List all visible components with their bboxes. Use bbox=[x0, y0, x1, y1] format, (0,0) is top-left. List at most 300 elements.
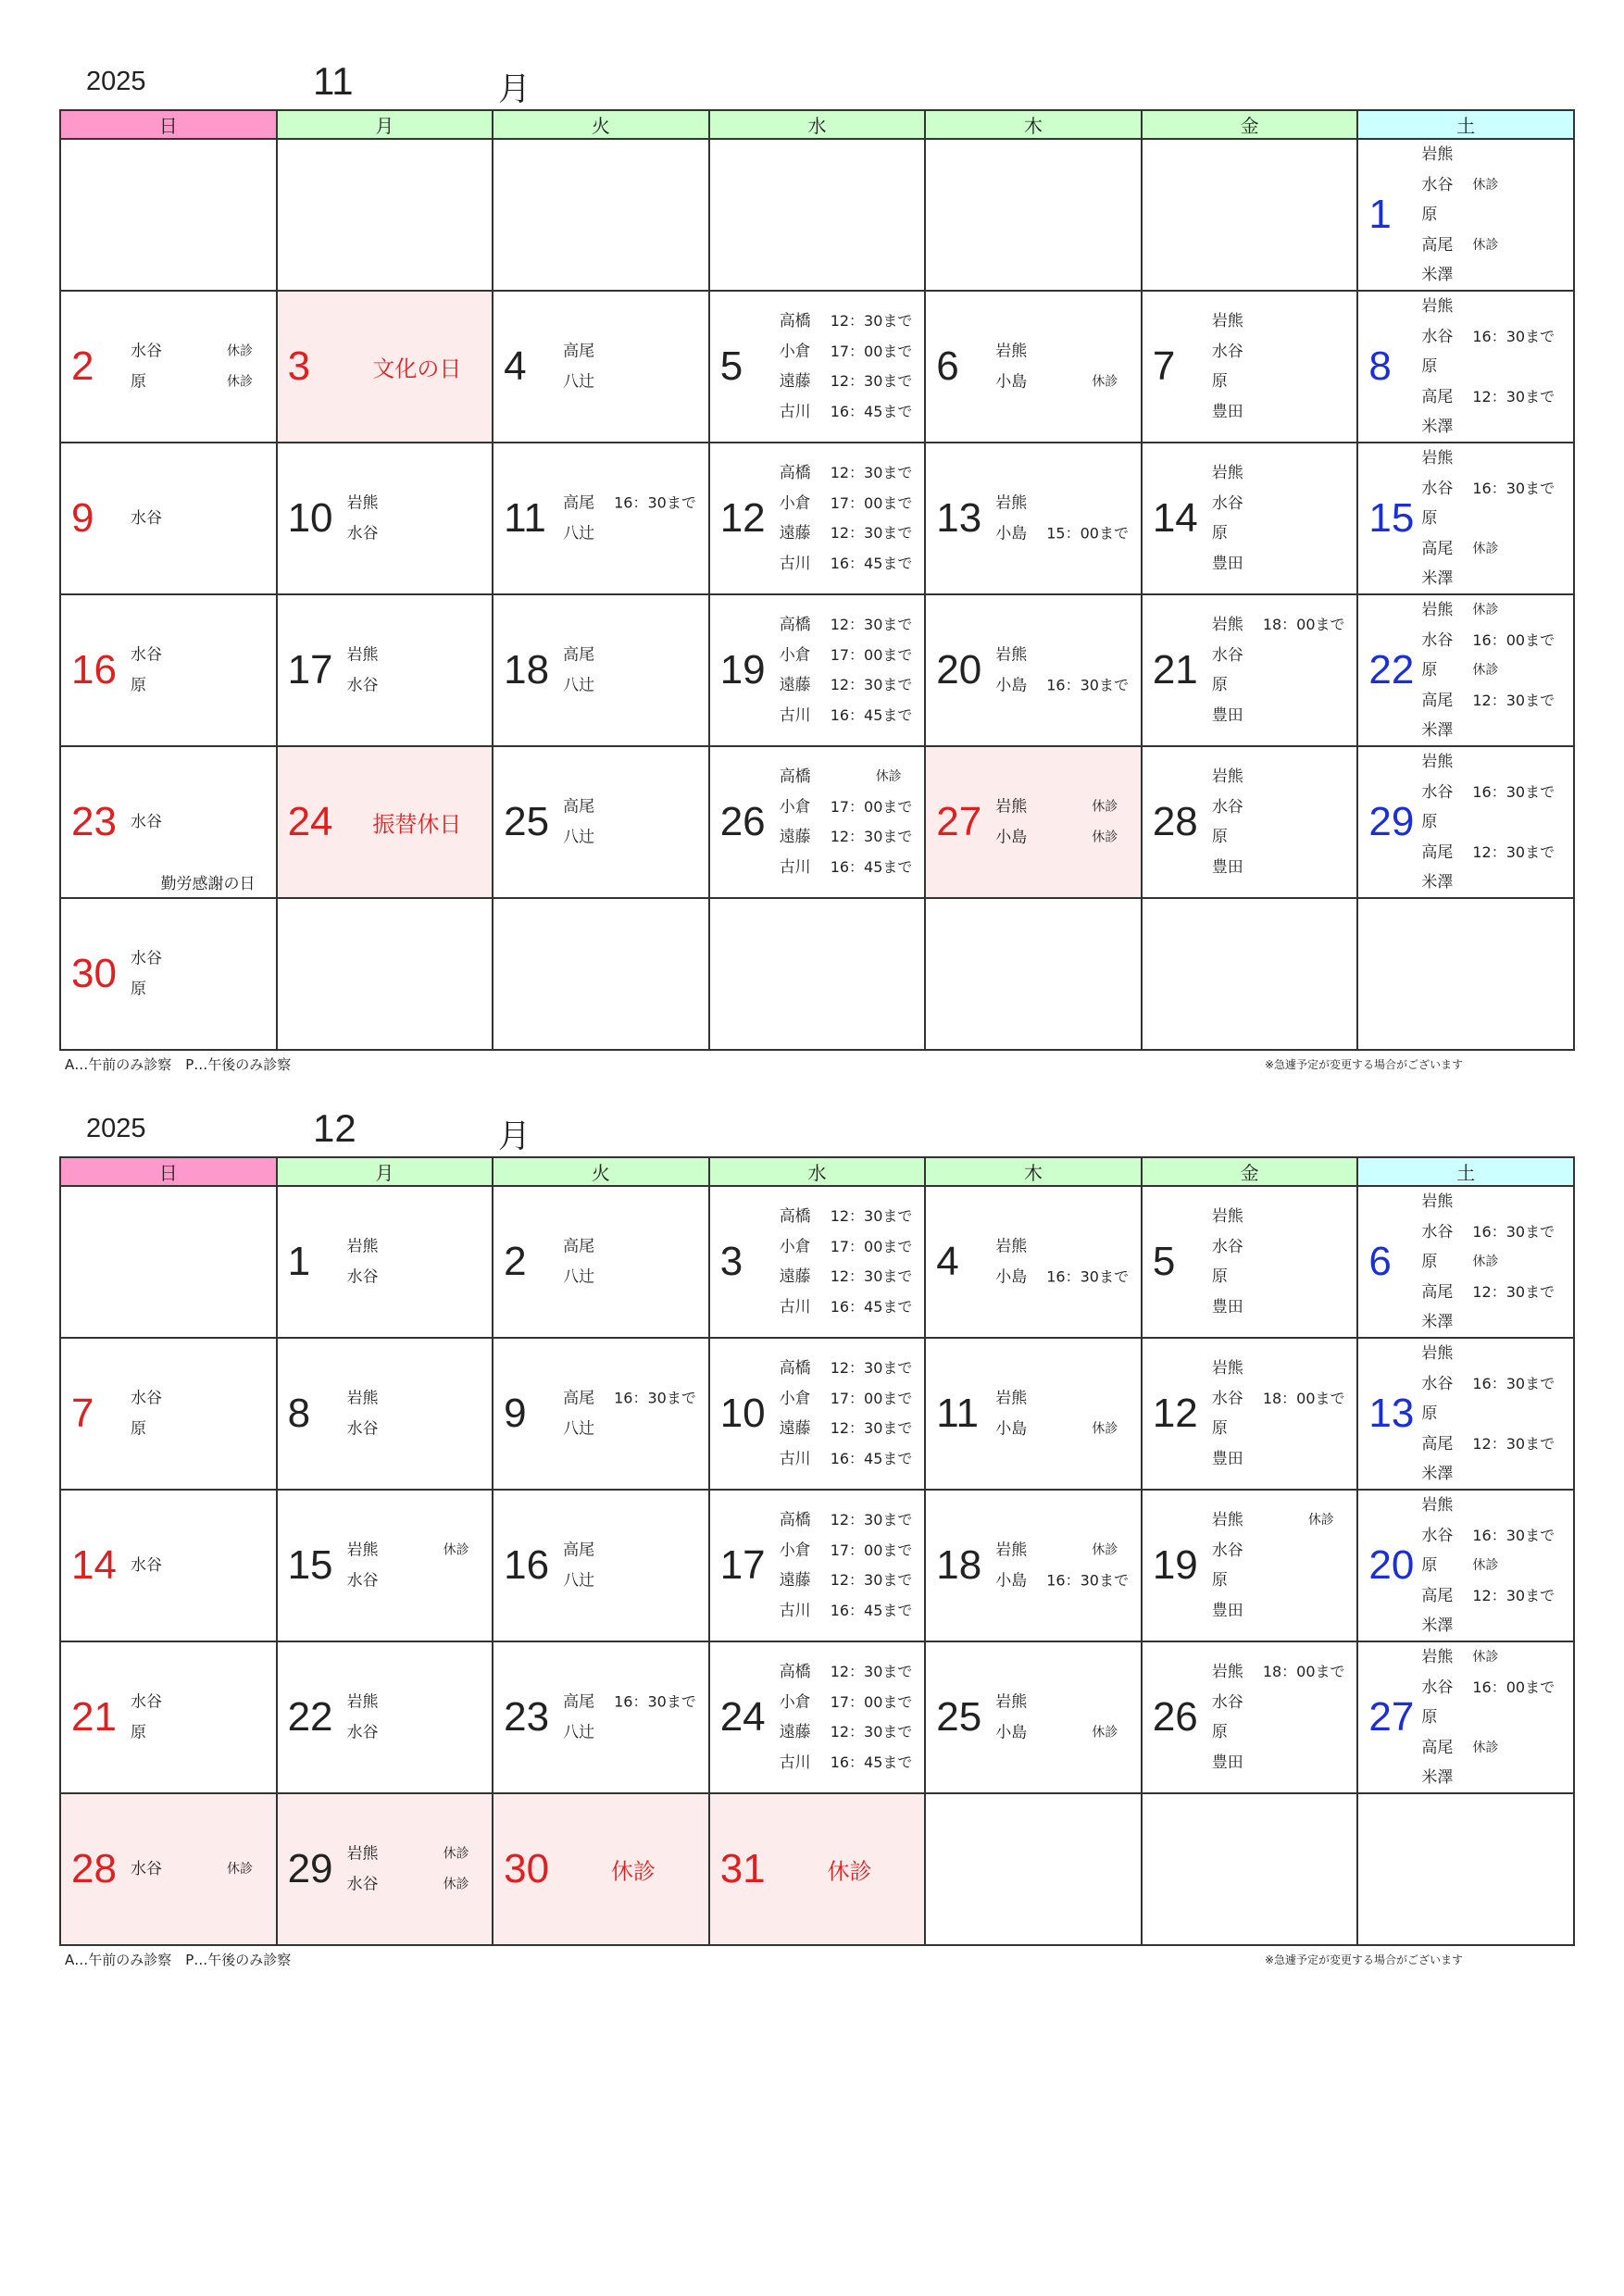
doctor-row bbox=[1212, 1596, 1351, 1627]
doctor-note: 17：00まで bbox=[830, 493, 913, 512]
doctor-list bbox=[131, 641, 269, 701]
doctor-name: 米澤 bbox=[1421, 568, 1454, 588]
doctor-row bbox=[131, 641, 269, 671]
weekday-tue: 火 bbox=[493, 1157, 709, 1186]
doctor-note: 16：30まで bbox=[614, 1692, 696, 1711]
day-number: 23 bbox=[504, 1694, 550, 1740]
doctor-name: 水谷 bbox=[1421, 479, 1454, 498]
month-header bbox=[59, 1106, 1575, 1156]
doctor-name: 岩熊 bbox=[995, 645, 1028, 665]
day-cell bbox=[493, 443, 709, 594]
empty-cell bbox=[709, 139, 926, 291]
doctor-list bbox=[1421, 443, 1560, 594]
doctor-row bbox=[780, 1748, 918, 1778]
weekday-sat: 土 bbox=[1357, 1157, 1574, 1186]
doctor-name: 岩熊 bbox=[346, 1541, 379, 1560]
doctor-row bbox=[780, 1384, 918, 1415]
doctor-name: 岩熊 bbox=[1211, 1207, 1243, 1226]
doctor-name: 遠藤 bbox=[779, 1571, 811, 1590]
doctor-row bbox=[1421, 1247, 1560, 1278]
holiday-label: 休診 bbox=[827, 1858, 872, 1885]
doctor-name: 原 bbox=[1421, 1252, 1438, 1271]
day-cell bbox=[1142, 291, 1358, 443]
doctor-row bbox=[1212, 641, 1351, 671]
day-cell bbox=[1142, 1186, 1358, 1338]
doctor-name: 高橋 bbox=[779, 767, 811, 786]
doctor-row bbox=[1421, 625, 1560, 655]
doctor-row bbox=[1421, 1399, 1560, 1429]
doctor-row bbox=[1212, 1232, 1351, 1263]
day-cell bbox=[60, 746, 277, 898]
day-number: 14 bbox=[71, 1542, 117, 1588]
doctor-note: 12：30まで bbox=[830, 1663, 913, 1680]
doctor-note: 12：30まで bbox=[1472, 387, 1555, 406]
doctor-list bbox=[995, 1384, 1134, 1444]
doctor-note: 16：30まで bbox=[1472, 479, 1555, 497]
day-cell bbox=[277, 1186, 493, 1338]
doctor-name: 遠藤 bbox=[779, 828, 811, 846]
doctor-name: 水谷 bbox=[1421, 175, 1454, 194]
doctor-name: 豊田 bbox=[1211, 1449, 1243, 1468]
doctor-row bbox=[347, 1384, 486, 1415]
doctor-name: 八辻 bbox=[563, 1419, 595, 1438]
day-number: 7 bbox=[71, 1391, 94, 1436]
doctor-row bbox=[780, 670, 918, 701]
doctor-row bbox=[995, 1717, 1134, 1748]
doctor-row bbox=[780, 1202, 918, 1232]
doctor-name: 小島 bbox=[995, 372, 1028, 391]
doctor-note: 休診 bbox=[875, 769, 902, 784]
day-number: 28 bbox=[1152, 799, 1198, 844]
doctor-note: 休診 bbox=[443, 1846, 469, 1862]
doctor-name: 岩熊 bbox=[1211, 464, 1243, 482]
day-number: 9 bbox=[504, 1391, 527, 1436]
doctor-name: 水谷 bbox=[1421, 1526, 1454, 1545]
calendar-month bbox=[59, 1106, 1575, 1972]
doctor-row bbox=[995, 489, 1134, 519]
week-row bbox=[60, 594, 1574, 746]
doctor-name: 八辻 bbox=[563, 676, 595, 694]
doctor-note: 16：30まで bbox=[1472, 1222, 1555, 1241]
week-row bbox=[60, 139, 1574, 291]
doctor-note: 休診 bbox=[1472, 1254, 1499, 1269]
doctor-row bbox=[1212, 1354, 1351, 1384]
week-row bbox=[60, 1186, 1574, 1338]
doctor-name: 水谷 bbox=[346, 1875, 379, 1893]
doctor-name: 原 bbox=[1421, 205, 1438, 224]
doctor-row bbox=[131, 1717, 269, 1748]
day-cell bbox=[1357, 1186, 1574, 1338]
holiday-label: 文化の日 bbox=[372, 356, 462, 382]
day-number: 17 bbox=[719, 1542, 766, 1588]
day-cell bbox=[60, 291, 277, 443]
doctor-name: 岩熊 bbox=[1421, 1192, 1454, 1211]
doctor-list bbox=[347, 1536, 486, 1596]
doctor-name: 米澤 bbox=[1421, 1616, 1454, 1635]
day-number: 24 bbox=[719, 1694, 766, 1740]
doctor-name: 岩熊 bbox=[995, 493, 1028, 513]
day-cell bbox=[709, 1186, 926, 1338]
day-cell bbox=[277, 1490, 493, 1641]
doctor-row bbox=[780, 1657, 918, 1688]
doctor-list bbox=[347, 489, 486, 549]
doctor-name: 高尾 bbox=[563, 342, 595, 361]
day-cell bbox=[493, 746, 709, 898]
doctor-name: 水谷 bbox=[1421, 782, 1454, 802]
doctor-name: 米澤 bbox=[1421, 1767, 1454, 1787]
doctor-note: 16：45まで bbox=[830, 1297, 913, 1316]
doctor-note: 16：00まで bbox=[1472, 1678, 1555, 1696]
day-cell bbox=[60, 443, 277, 594]
day-cell bbox=[709, 746, 926, 898]
doctor-row bbox=[1421, 169, 1560, 200]
day-number: 12 bbox=[1152, 1391, 1198, 1436]
day-number: 22 bbox=[1368, 647, 1415, 693]
doctor-name: 水谷 bbox=[346, 1571, 379, 1590]
day-number: 25 bbox=[504, 799, 550, 844]
doctor-row bbox=[563, 489, 702, 519]
doctor-name: 小島 bbox=[995, 1723, 1028, 1741]
doctor-row bbox=[1212, 1566, 1351, 1596]
doctor-list bbox=[1421, 595, 1560, 746]
doctor-row bbox=[995, 822, 1134, 853]
doctor-row bbox=[1421, 200, 1560, 231]
day-cell bbox=[60, 1641, 277, 1793]
week-row bbox=[60, 898, 1574, 1050]
doctor-row bbox=[563, 1688, 702, 1718]
doctor-name: 小倉 bbox=[779, 493, 811, 513]
doctor-note: 休診 bbox=[227, 343, 253, 359]
day-number: 14 bbox=[1152, 495, 1198, 541]
day-cell bbox=[493, 1186, 709, 1338]
doctor-name: 水谷 bbox=[1211, 493, 1243, 513]
day-cell bbox=[60, 1793, 277, 1945]
doctor-name: 原 bbox=[1211, 524, 1228, 543]
day-cell bbox=[925, 1186, 1142, 1338]
doctor-row bbox=[1421, 867, 1560, 898]
day-cell bbox=[1142, 746, 1358, 898]
day-number: 27 bbox=[936, 799, 982, 844]
day-number: 16 bbox=[504, 1542, 550, 1588]
doctor-row bbox=[1421, 230, 1560, 260]
doctor-name: 原 bbox=[131, 676, 146, 694]
doctor-name: 豊田 bbox=[1211, 857, 1243, 877]
doctor-note: 16：30まで bbox=[1472, 1526, 1555, 1544]
doctor-row bbox=[780, 458, 918, 489]
doctor-row bbox=[563, 1566, 702, 1596]
day-number: 19 bbox=[1152, 1542, 1198, 1588]
doctor-row bbox=[1212, 701, 1351, 731]
doctor-name: 八辻 bbox=[563, 1723, 595, 1741]
day-number: 13 bbox=[936, 495, 982, 541]
doctor-row bbox=[131, 807, 269, 838]
doctor-name: 小倉 bbox=[779, 1541, 811, 1560]
doctor-list bbox=[131, 504, 269, 534]
doctor-row bbox=[563, 1232, 702, 1263]
doctor-name: 水谷 bbox=[131, 812, 162, 831]
day-number: 5 bbox=[719, 343, 743, 389]
day-cell bbox=[925, 1641, 1142, 1793]
doctor-row bbox=[1421, 533, 1560, 564]
weekday-wed: 水 bbox=[709, 1157, 926, 1186]
doctor-row bbox=[347, 670, 486, 701]
day-cell bbox=[709, 291, 926, 443]
day-number: 16 bbox=[71, 647, 117, 693]
doctor-row bbox=[131, 974, 269, 1004]
doctor-note: 休診 bbox=[1472, 177, 1499, 193]
doctor-note: 16：30まで bbox=[1472, 1374, 1555, 1392]
day-cell bbox=[1357, 139, 1574, 291]
doctor-row bbox=[780, 489, 918, 519]
doctor-name: 岩熊 bbox=[1211, 1663, 1243, 1681]
doctor-name: 水谷 bbox=[131, 949, 162, 968]
day-cell bbox=[493, 1490, 709, 1641]
doctor-name: 水谷 bbox=[346, 676, 379, 694]
doctor-row bbox=[780, 518, 918, 549]
day-cell bbox=[277, 746, 493, 898]
doctor-note: 16：45まで bbox=[830, 1449, 913, 1467]
doctor-name: 水谷 bbox=[1211, 1237, 1243, 1256]
doctor-list bbox=[131, 1551, 269, 1581]
doctor-name: 八辻 bbox=[563, 1571, 595, 1590]
doctor-row bbox=[780, 1444, 918, 1475]
day-cell bbox=[1142, 594, 1358, 746]
doctor-row bbox=[1421, 1277, 1560, 1307]
doctor-name: 小島 bbox=[995, 676, 1028, 694]
doctor-name: 岩熊 bbox=[1421, 296, 1454, 316]
doctor-name: 水谷 bbox=[131, 1859, 162, 1878]
empty-cell bbox=[1142, 1793, 1358, 1945]
day-cell bbox=[925, 1338, 1142, 1490]
day-cell bbox=[925, 291, 1142, 443]
doctor-note: 12：30まで bbox=[830, 616, 913, 633]
doctor-row bbox=[1421, 504, 1560, 534]
doctor-row bbox=[1421, 564, 1560, 594]
doctor-list bbox=[563, 1688, 702, 1748]
doctor-name: 岩熊 bbox=[995, 1237, 1028, 1256]
doctor-list bbox=[1212, 1354, 1351, 1474]
doctor-row bbox=[131, 944, 269, 975]
doctor-name: 原 bbox=[1421, 508, 1438, 528]
doctor-note: 17：00まで bbox=[830, 342, 913, 360]
doctor-name: 遠藤 bbox=[779, 372, 811, 391]
doctor-row bbox=[1212, 1202, 1351, 1232]
doctor-row bbox=[995, 367, 1134, 397]
doctor-name: 原 bbox=[1211, 1571, 1228, 1590]
doctor-row bbox=[1421, 777, 1560, 807]
day-number: 21 bbox=[71, 1694, 117, 1740]
doctor-name: 高橋 bbox=[779, 1207, 811, 1226]
doctor-name: 古川 bbox=[779, 1601, 811, 1620]
doctor-row bbox=[1212, 1414, 1351, 1444]
doctor-note: 17：00まで bbox=[830, 1541, 913, 1559]
footer bbox=[59, 1946, 1575, 1972]
doctor-row bbox=[1212, 549, 1351, 580]
doctor-note: 12：30まで bbox=[830, 312, 913, 330]
day-number: 18 bbox=[936, 1542, 982, 1588]
day-cell bbox=[709, 443, 926, 594]
doctor-name: 原 bbox=[1421, 1707, 1438, 1727]
doctor-row bbox=[995, 337, 1134, 368]
doctor-name: 小倉 bbox=[779, 645, 811, 665]
doctor-row bbox=[780, 306, 918, 337]
doctor-name: 小倉 bbox=[779, 1389, 811, 1408]
doctor-note: 18：00まで bbox=[1262, 1389, 1345, 1407]
doctor-name: 水谷 bbox=[1211, 797, 1243, 817]
doctor-name: 高尾 bbox=[1421, 1586, 1454, 1605]
doctor-row bbox=[1421, 1672, 1560, 1703]
day-number: 11 bbox=[936, 1391, 979, 1436]
doctor-row bbox=[780, 822, 918, 853]
empty-cell bbox=[1142, 898, 1358, 1050]
doctor-name: 水谷 bbox=[346, 1419, 379, 1438]
doctor-list bbox=[780, 762, 918, 882]
doctor-name: 高尾 bbox=[1421, 387, 1454, 406]
day-number: 30 bbox=[71, 951, 117, 996]
doctor-note: 休診 bbox=[1092, 374, 1118, 389]
doctor-row bbox=[780, 1354, 918, 1384]
doctor-row bbox=[1421, 1732, 1560, 1763]
month-number: 12 bbox=[313, 1106, 356, 1150]
doctor-name: 岩熊 bbox=[346, 1844, 379, 1864]
doctor-row bbox=[780, 853, 918, 883]
doctor-name: 小倉 bbox=[779, 342, 811, 361]
doctor-list bbox=[563, 1536, 702, 1596]
doctor-row bbox=[1421, 412, 1560, 443]
doctor-note: 休診 bbox=[227, 374, 253, 389]
doctor-row bbox=[780, 1536, 918, 1566]
doctor-name: 水谷 bbox=[131, 1555, 162, 1575]
doctor-name: 古川 bbox=[779, 402, 811, 421]
day-number: 26 bbox=[719, 799, 766, 844]
doctor-row bbox=[347, 1536, 486, 1566]
doctor-name: 高橋 bbox=[779, 1663, 811, 1681]
doctor-name: 岩熊 bbox=[995, 1541, 1028, 1560]
doctor-name: 高橋 bbox=[779, 1511, 811, 1529]
doctor-row bbox=[1212, 670, 1351, 701]
day-cell bbox=[709, 1490, 926, 1641]
doctor-name: 原 bbox=[131, 1723, 146, 1741]
doctor-list bbox=[1421, 1339, 1560, 1490]
doctor-name: 高尾 bbox=[1421, 235, 1454, 255]
doctor-name: 米澤 bbox=[1421, 1464, 1454, 1483]
doctor-row bbox=[1421, 1703, 1560, 1733]
doctor-row bbox=[1421, 1520, 1560, 1551]
doctor-name: 高尾 bbox=[563, 645, 595, 665]
day-cell bbox=[60, 1490, 277, 1641]
doctor-name: 岩熊 bbox=[1421, 1343, 1454, 1363]
doctor-list bbox=[780, 610, 918, 730]
doctor-name: 豊田 bbox=[1211, 402, 1243, 421]
calendar-month bbox=[59, 59, 1575, 1077]
day-cell bbox=[493, 1641, 709, 1793]
doctor-note: 休診 bbox=[1472, 541, 1499, 556]
doctor-row bbox=[1421, 443, 1560, 474]
doctor-row bbox=[347, 1566, 486, 1596]
doctor-row bbox=[131, 670, 269, 701]
doctor-list bbox=[995, 1232, 1134, 1292]
weekday-fri: 金 bbox=[1142, 1157, 1358, 1186]
doctor-note: 17：00まで bbox=[830, 1692, 913, 1711]
doctor-note: 休診 bbox=[1092, 799, 1118, 815]
doctor-row bbox=[563, 1262, 702, 1292]
doctor-note: 12：30まで bbox=[1472, 1282, 1555, 1301]
doctor-row bbox=[131, 1688, 269, 1718]
doctor-note: 休診 bbox=[1472, 1740, 1499, 1755]
doctor-name: 原 bbox=[1421, 660, 1438, 680]
doctor-name: 小倉 bbox=[779, 797, 811, 817]
doctor-name: 八辻 bbox=[563, 1267, 595, 1286]
doctor-row bbox=[347, 1840, 486, 1870]
doctor-name: 米澤 bbox=[1421, 265, 1454, 284]
doctor-list bbox=[1212, 1657, 1351, 1778]
doctor-list bbox=[131, 944, 269, 1004]
day-cell bbox=[1142, 1490, 1358, 1641]
doctor-row bbox=[563, 367, 702, 397]
doctor-name: 原 bbox=[1211, 1723, 1228, 1741]
week-row bbox=[60, 1490, 1574, 1641]
doctor-list bbox=[563, 792, 702, 853]
day-cell bbox=[1142, 1338, 1358, 1490]
doctor-name: 岩熊 bbox=[1211, 767, 1243, 786]
weekday-thu: 木 bbox=[925, 110, 1142, 139]
doctor-name: 原 bbox=[1421, 1555, 1438, 1575]
doctor-list bbox=[995, 337, 1134, 397]
calendar-grid bbox=[59, 1156, 1575, 1946]
doctor-list bbox=[1421, 1491, 1560, 1641]
empty-cell bbox=[277, 898, 493, 1050]
day-cell bbox=[60, 594, 277, 746]
doctor-name: 水谷 bbox=[1211, 1389, 1243, 1408]
doctor-name: 原 bbox=[131, 372, 146, 391]
doctor-note: 12：30まで bbox=[830, 1267, 913, 1285]
empty-cell bbox=[1142, 139, 1358, 291]
day-number: 17 bbox=[287, 647, 333, 693]
doctor-row bbox=[780, 367, 918, 397]
doctor-row bbox=[1212, 306, 1351, 337]
year-label: 2025 bbox=[86, 1114, 146, 1143]
doctor-row bbox=[1212, 853, 1351, 883]
doctor-note: 16：45まで bbox=[830, 554, 913, 572]
weekday-wed: 水 bbox=[709, 110, 926, 139]
day-cell bbox=[1357, 1641, 1574, 1793]
doctor-row bbox=[1421, 1642, 1560, 1673]
day-number: 11 bbox=[504, 495, 546, 541]
doctor-name: 岩熊 bbox=[995, 1389, 1028, 1408]
doctor-name: 水谷 bbox=[1421, 327, 1454, 346]
doctor-name: 米澤 bbox=[1421, 872, 1454, 892]
doctor-note: 12：30まで bbox=[830, 1511, 913, 1529]
doctor-row bbox=[780, 1688, 918, 1718]
doctor-name: 八辻 bbox=[563, 828, 595, 846]
empty-cell bbox=[1357, 1793, 1574, 1945]
doctor-row bbox=[563, 822, 702, 853]
empty-cell bbox=[493, 139, 709, 291]
day-cell bbox=[709, 1338, 926, 1490]
doctor-note: 16：45まで bbox=[830, 1753, 913, 1771]
doctor-list bbox=[995, 1688, 1134, 1748]
footer-legend: A…午前のみ診察 P…午後のみ診察 bbox=[65, 1056, 292, 1073]
doctor-row bbox=[563, 1536, 702, 1566]
doctor-row bbox=[563, 518, 702, 549]
doctor-list bbox=[1212, 762, 1351, 882]
doctor-list bbox=[1421, 292, 1560, 443]
doctor-name: 原 bbox=[1421, 356, 1438, 376]
doctor-row bbox=[1421, 837, 1560, 867]
day-number: 24 bbox=[287, 799, 333, 844]
doctor-name: 水谷 bbox=[346, 1267, 379, 1286]
doctor-list bbox=[347, 1232, 486, 1292]
